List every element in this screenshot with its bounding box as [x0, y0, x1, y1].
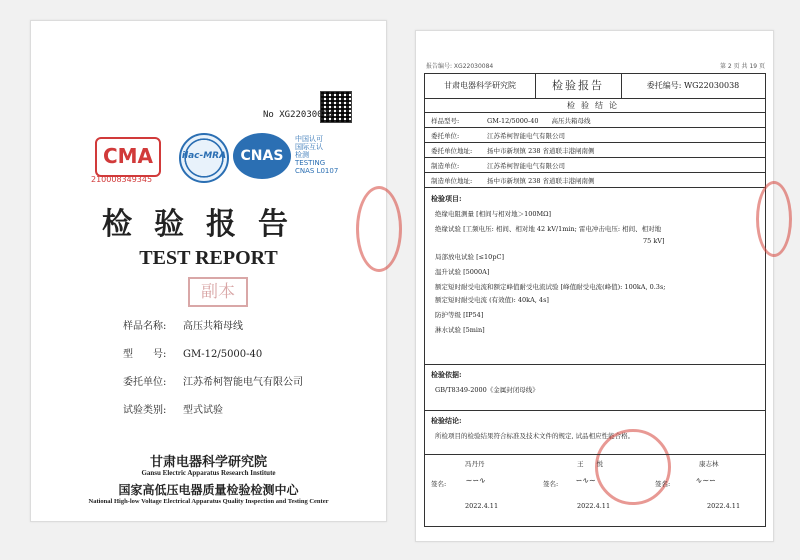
test-item: 温升试验 [5000A]: [435, 268, 490, 276]
report-title-cn: 检验报告: [102, 207, 310, 242]
basis-title: 检验依据:: [431, 370, 462, 379]
institute-name-cn: 甘肃电器科学研究院: [149, 455, 267, 470]
signer-name: 王 悦: [577, 460, 603, 468]
test-item: 防护等级 [IP54]: [435, 311, 484, 319]
section-title: 检验结论: [567, 101, 623, 110]
header-title: 检验报告: [535, 74, 622, 98]
test-item: 局部放电试验 [≤10pC]: [435, 253, 504, 261]
report-number: No XG22030084: [263, 110, 334, 120]
center-name-cn: 国家高低压电器质量检验检测中心: [118, 483, 299, 497]
info-row: 样品型号: GM-12/5000-40 高压共箱母线: [431, 117, 591, 125]
sign-label: 签名:: [431, 480, 447, 488]
report-table: [424, 73, 766, 527]
sign-date: 2022.4.11: [707, 502, 741, 510]
conclusion-title: 检验结论:: [431, 416, 462, 425]
basis-text: GB/T8349-2000《金属封闭母线》: [435, 386, 539, 394]
items-title: 检验项目:: [431, 194, 462, 203]
page-number: 第 2 页 共 19 页: [720, 63, 765, 70]
sign-label: 签名:: [655, 480, 671, 488]
model-field: 型 号: GM-12/5000-40: [123, 349, 263, 360]
sign-date: 2022.4.11: [465, 502, 499, 510]
table-header: [425, 74, 765, 99]
certification-logos: [91, 133, 365, 188]
test-item: 75 kV]: [643, 237, 665, 245]
red-seal: [756, 181, 792, 257]
info-row: 制造单位: 江苏希柯智能电气有限公司: [431, 162, 565, 170]
test-item: 淋水试验 [5min]: [435, 326, 485, 334]
cnas-caption: 中国认可 国际互认 检测 TESTING CNAS L0107: [295, 135, 339, 175]
sample-name-field: 样品名称: 高压共箱母线: [123, 321, 243, 332]
signature: ∿∼∽: [695, 476, 716, 485]
conclusion-text: 所检项目的检验结果符合标准及技术文件的规定, 试品相应性能合格。: [435, 432, 635, 440]
top-report-number: 报告编号: XG22030084: [426, 63, 494, 70]
info-row: 制造单位地址: 扬中市新坝镇 238 省道联丰港闸南侧: [431, 177, 595, 185]
signer-name: 冯丹丹: [465, 460, 485, 468]
center-name-en: National High-low Voltage Electrical Apparatus Quality Inspection and Testing Center: [88, 498, 329, 505]
cma-logo: CMA: [95, 137, 161, 177]
report-conclusion-page: [415, 30, 774, 542]
test-item: 额定短时耐受电流 (有效值): 40kA, 4s]: [435, 296, 549, 304]
institute-name-en: Gansu Electric Apparatus Research Institute: [141, 469, 276, 477]
info-row: 委托单位: 江苏希柯智能电气有限公司: [431, 132, 565, 140]
sign-date: 2022.4.11: [577, 502, 611, 510]
header-institute: 甘肃电器科学研究院: [425, 74, 536, 98]
cma-number: 210008349345: [91, 175, 153, 184]
red-seal: [356, 186, 402, 272]
signature: ∽∿∼: [575, 476, 596, 485]
report-title-en: TEST REPORT: [139, 247, 278, 269]
signer-name: 康志林: [699, 460, 719, 468]
test-item: 绝缘电阻测量 [相间与相对地＞100MΩ]: [435, 210, 552, 218]
ilac-mra-label: ilac-MRA: [181, 151, 227, 161]
client-field: 委托单位: 江苏希柯智能电气有限公司: [123, 377, 303, 388]
test-category-field: 试验类别: 型式试验: [123, 405, 223, 416]
sign-label: 签名:: [543, 480, 559, 488]
info-row: 委托单位地址: 扬中市新坝镇 238 省道联丰港闸南侧: [431, 147, 595, 155]
cnas-logo: CNAS: [233, 133, 291, 179]
copy-stamp: 副本: [188, 277, 248, 307]
signature: ∼∽∿: [465, 476, 486, 485]
header-entrust-number: 委托编号: WG22030038: [646, 81, 740, 90]
report-cover-page: [30, 20, 387, 522]
test-item: 绝缘试验 [工频电压: 相间、相对地 42 kV/1min; 雷电冲击电压: 相间、相对地: [435, 225, 662, 233]
red-seal: [595, 429, 671, 505]
test-item: 额定短时耐受电流和额定峰值耐受电流试验 [峰值耐受电流(峰值): 100kA, 0.3s;: [435, 283, 666, 291]
